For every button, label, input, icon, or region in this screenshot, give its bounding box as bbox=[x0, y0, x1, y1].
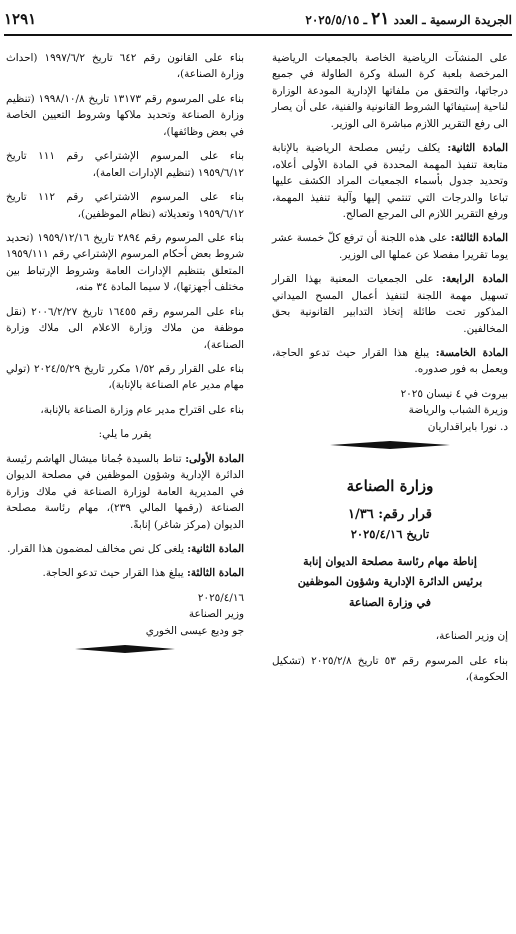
article-text: يبلغ هذا القرار حيث تدعو الحاجة. bbox=[42, 567, 184, 580]
legal-basis-item: بناء على المرسوم رقم ١٦٤٥٥ تاريخ ٢٠٠٦/٢/٢٧ (نقل موظفة من ملاك وزارة الاعلام الى ملاك وزارة الصناعة)، bbox=[6, 305, 245, 351]
article-paragraph bbox=[6, 541, 244, 557]
section-divider-ornament bbox=[6, 645, 244, 653]
page-number: ١٢٩١ bbox=[4, 10, 37, 28]
signature-name: جو وديع عيسى الخوري bbox=[145, 624, 244, 637]
article-paragraph bbox=[6, 565, 244, 581]
gazette-date: ـ ٢٠٢٥/٥/١٥ bbox=[305, 13, 372, 27]
signature-role: وزيرة الشباب والرياضة bbox=[408, 404, 508, 417]
legal-basis-item: بناء على المرسوم الاشتراعي رقم ١١٢ تاريخ ١٩٥٩/٦/١٢ وتعديلاته (نظام الموظفين)، bbox=[6, 191, 244, 220]
decision-title-line: برئيس الدائرة الإدارية وشؤون الموظفين bbox=[297, 575, 483, 589]
article-text: يبلغ هذا القرار حيث تدعو الحاجة، ويعمل به فور صدوره. bbox=[272, 347, 508, 376]
signature-date: ٢٠٢٥/٤/١٦ bbox=[197, 591, 244, 604]
article-text: على هذه اللجنة أن ترفع كلّ خمسة عشر يوما تقريرا مفصلا عن عملها الى الوزير. bbox=[272, 232, 508, 261]
gazette-title bbox=[305, 9, 512, 29]
article-label: المادة الثانية: bbox=[447, 142, 508, 155]
section-divider-ornament bbox=[272, 441, 508, 449]
header-divider bbox=[4, 34, 512, 36]
article-label: المادة الثانية: bbox=[187, 542, 244, 555]
legal-basis-item: بناء على القرار رقم ١/٥٢ مكرر تاريخ ٢٠٢٤/٥/٢٩ (تولي مهام مدير عام الصناعة بالإنابة)، bbox=[6, 363, 244, 392]
decision-number: قرار رقم: ١/٣٦ bbox=[348, 506, 432, 522]
article-text: على الجمعيات المعنية بهذا القرار تسهيل مهمة اللجنة لتنفيذ أعمال المسح الميداني المذكور تحت طائلة إتخاذ التدابير القانونية بحق المخالفين. bbox=[272, 273, 508, 335]
decision-title bbox=[272, 552, 508, 615]
gazette-title-prefix: الجريدة الرسمية ـ العدد bbox=[389, 13, 512, 27]
article-paragraph bbox=[272, 140, 508, 222]
article-text: يلغى كل نص مخالف لمضمون هذا القرار. bbox=[7, 542, 184, 555]
decision-opening: إن وزير الصناعة، bbox=[435, 630, 508, 643]
ministry-heading: وزارة الصناعة bbox=[346, 477, 434, 496]
decision-title-line: إناطة مهام رئاسة مصلحة الديوان إنابة bbox=[303, 554, 477, 568]
legal-basis-item: بناء على القانون رقم ٦٤٢ تاريخ ١٩٩٧/٦/٢ (احداث وزارة الصناعة)، bbox=[6, 52, 244, 81]
right-column bbox=[272, 50, 508, 694]
previous-decision-continuation: على المنشآت الرياضية الخاصة بالجمعيات الرياضية المرخصة بلعبة كرة السلة وكرة الطاولة في جميع درجاتها، والتحقق من ملفاتها الإدارية المودعة الوزارة لناحية إستيفائها الشروط القانونية والفنية، على أن يصار الى رفع التقرير اللازم مباشرة الى الوزير. bbox=[272, 52, 508, 130]
article-paragraph bbox=[272, 345, 508, 378]
article-paragraph bbox=[6, 451, 244, 533]
article-label: المادة الثالثة: bbox=[450, 232, 509, 245]
legal-basis-item: بناء على اقتراح مدير عام وزارة الصناعة بالإنابة، bbox=[40, 403, 244, 416]
issue-number: ٢١ bbox=[371, 9, 390, 29]
legal-basis-item: بناء على المرسوم رقم ٥٣ تاريخ ٢٠٢٥/٢/٨ (تشكيل الحكومة)، bbox=[272, 654, 509, 684]
decision-title-line: في وزارة الصناعة bbox=[349, 596, 431, 610]
legal-basis-item: بناء على المرسوم رقم ١٣١٧٣ تاريخ ١٩٩٨/١٠/٨ (تنظيم وزارة الصناعة وتحديد ملاكها وشروط التعيين الخاصة في بعض وظائفها)، bbox=[6, 92, 244, 138]
article-paragraph bbox=[272, 230, 508, 263]
signature-place-date: بيروت في ٤ نيسان ٢٠٢٥ bbox=[400, 387, 508, 400]
decides-heading: يقرر ما يلي: bbox=[98, 428, 152, 441]
page-header bbox=[4, 6, 512, 32]
article-paragraph bbox=[272, 271, 508, 337]
article-text: يكلف رئيس مصلحة الرياضية بالإنابة متابعة تنفيذ المهمة المحددة في المادة الأولى أعلاه، وتحديد جدول بأسماء الجمعيات المراد الكشف عليها تباعا والدرجات التي تنتمي إليها وآلية تنفيذ المهمة، ورفع التقرير اللازم الى المرجع الصالح. bbox=[272, 142, 508, 220]
article-label: المادة الثالثة: bbox=[187, 567, 244, 580]
signature-name: د. نورا بايراقداريان bbox=[427, 420, 508, 433]
signature-role: وزير الصناعة bbox=[188, 608, 244, 621]
legal-basis-item: بناء على المرسوم رقم ٢٨٩٤ تاريخ ١٩٥٩/١٢/١٦ (تحديد شروط بعض أحكام المرسوم الإشتراعي رقم ١٩٥٩/١١١ المتعلق بتنظيم الإدارات العامة وشروط الإرتباط بين مختلف أجهزتها)، لا سيما المادة ٣٤ منه، bbox=[6, 231, 244, 294]
article-label: المادة الرابعة: bbox=[442, 273, 508, 286]
article-label: المادة الأولى: bbox=[185, 452, 244, 465]
article-label: المادة الخامسة: bbox=[435, 347, 508, 359]
legal-basis-item: بناء على المرسوم الإشتراعي رقم ١١١ تاريخ ١٩٥٩/٦/١٢ (تنظيم الإدارات العامة)، bbox=[6, 150, 244, 179]
left-column bbox=[6, 50, 244, 659]
decision-date: تاريخ ٢٠٢٥/٤/١٦ bbox=[350, 527, 430, 542]
article-text: تناط بالسيدة جُمانا ميشال الهاشم رئيسة الدائرة الإدارية وشؤون الموظفين في مصلحة الديوان في المديرية العامة لوزارة الصناعة في ملاك وزارة الصناعة (رقمها المالي ٢٣٩)، مهام رئاسة مصلحة الديوان (مركز شاغر) إنابةً. bbox=[6, 452, 244, 531]
